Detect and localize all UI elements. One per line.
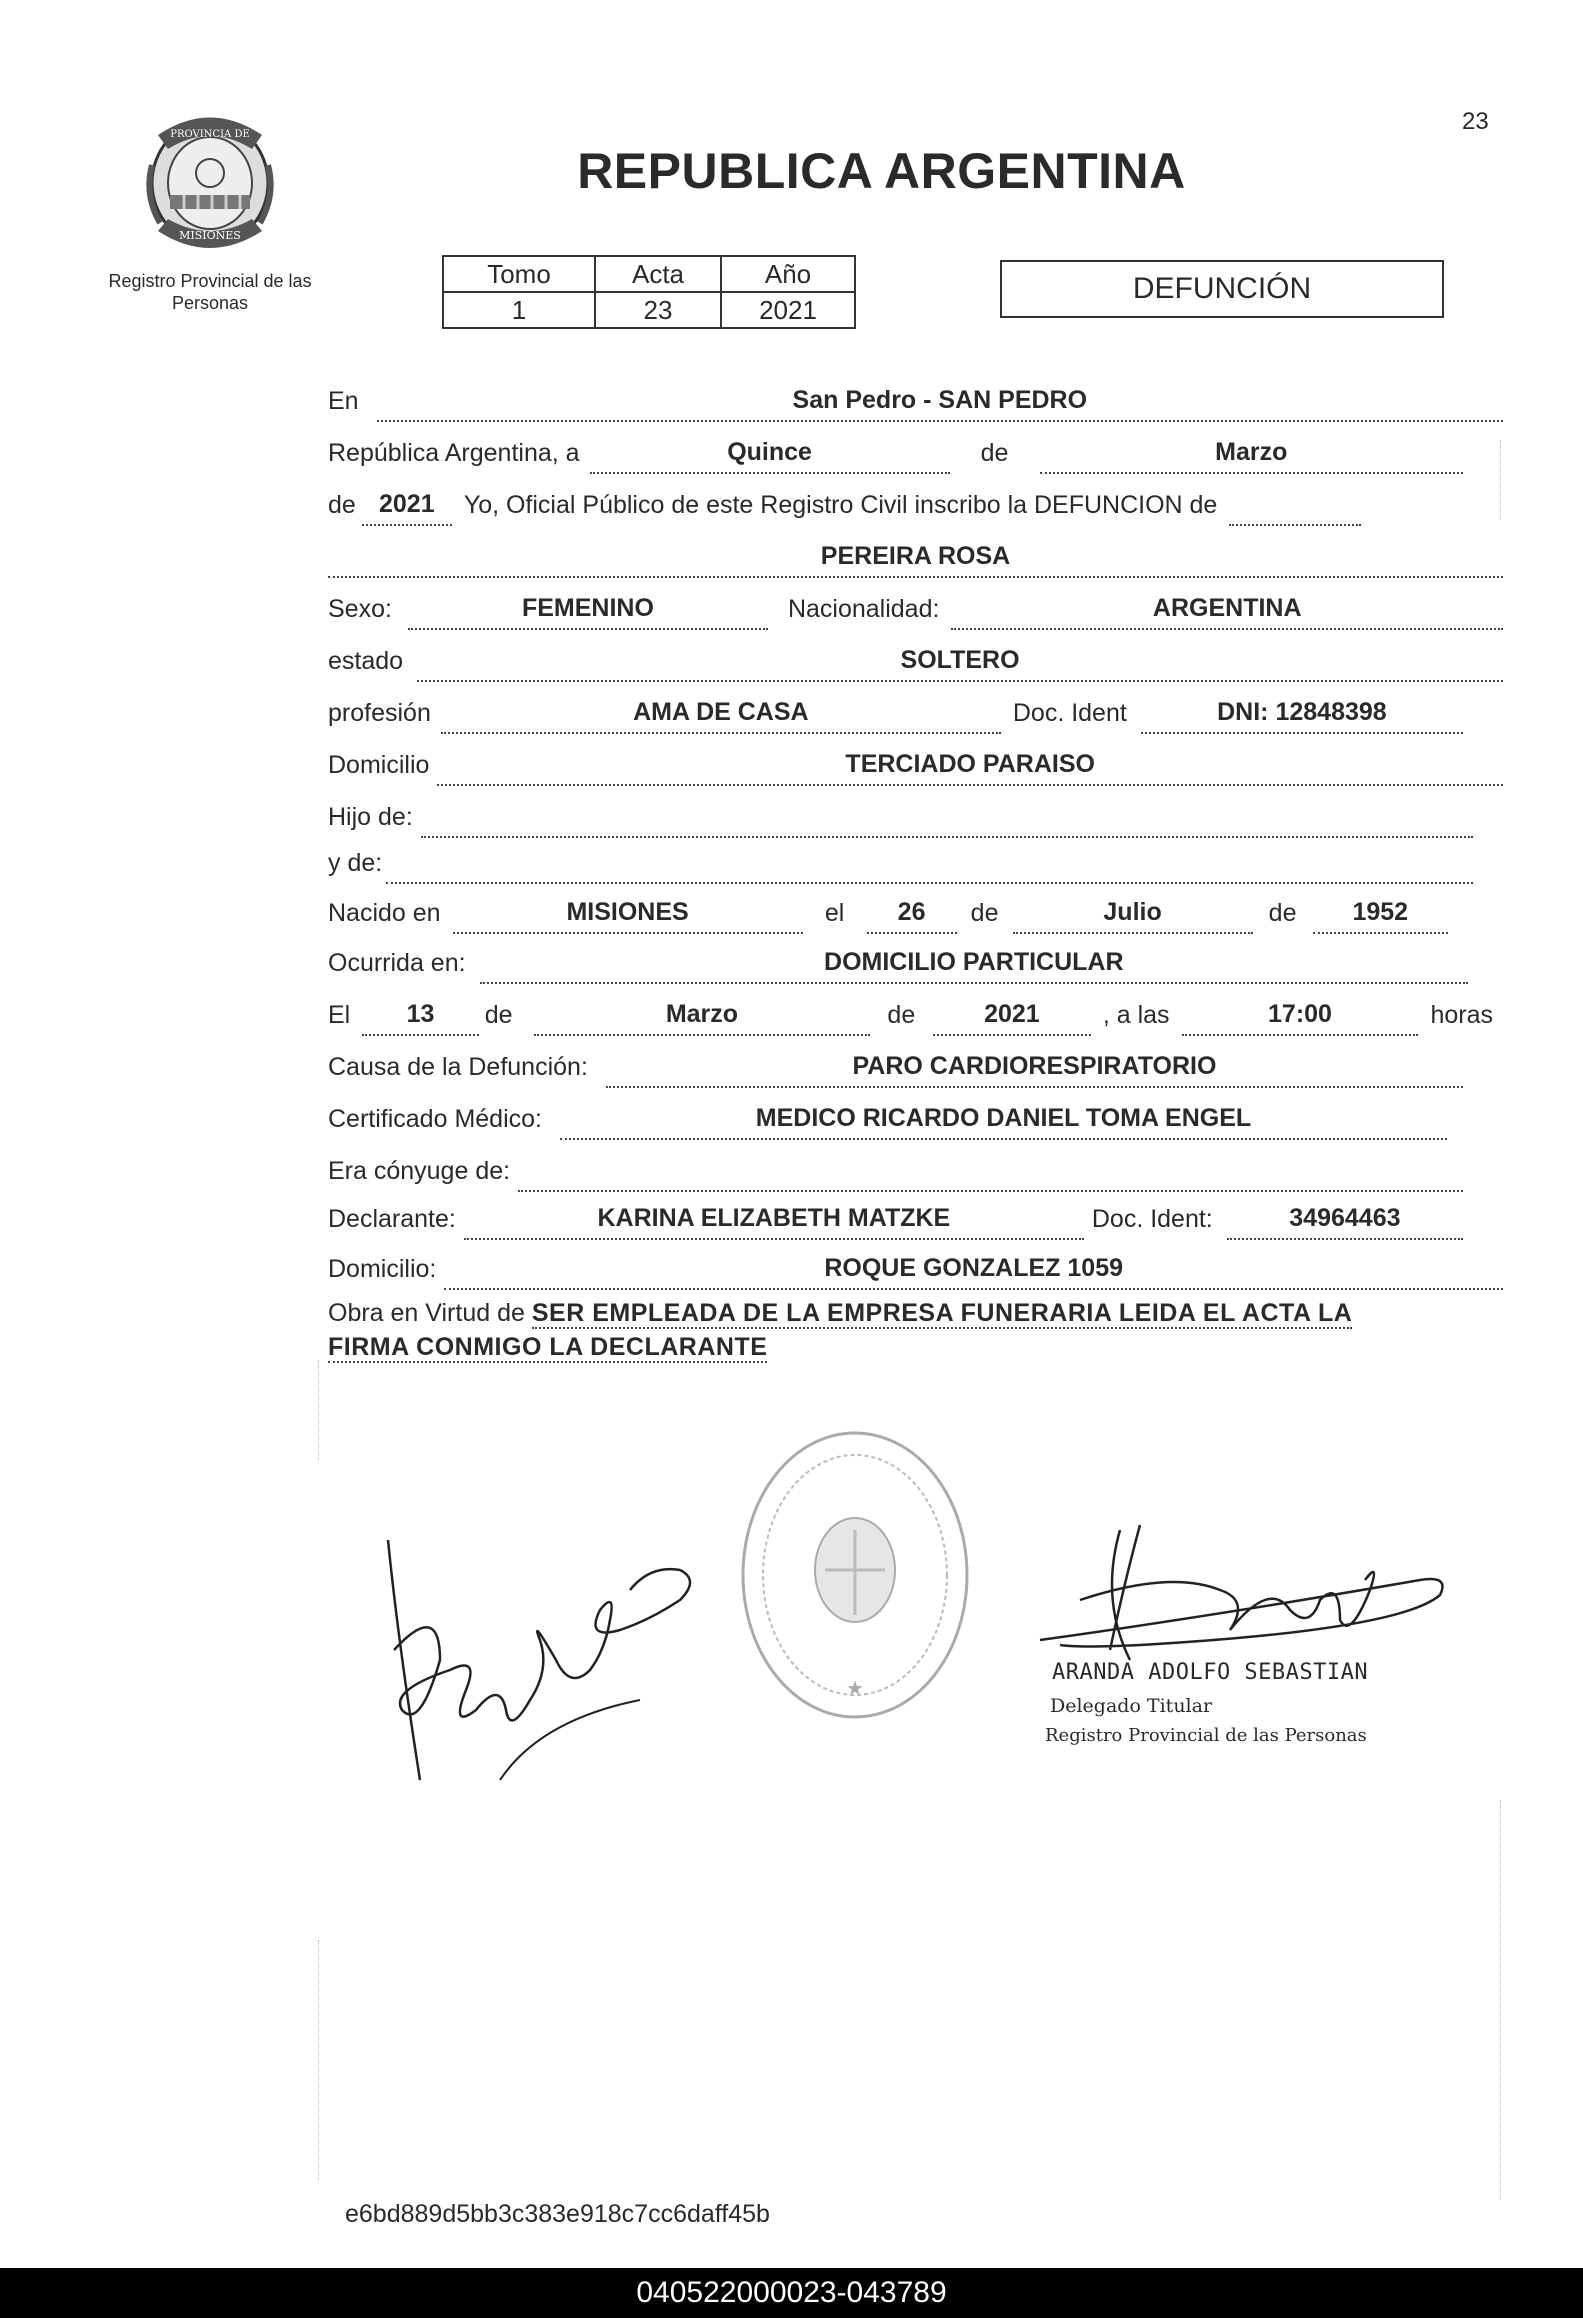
row-nacimiento xyxy=(328,890,1448,934)
field-def-dia: 13 xyxy=(362,1000,478,1036)
row-declarante xyxy=(328,1196,1463,1240)
label-a-las: , a las xyxy=(1102,1001,1170,1029)
anio-value: 2021 xyxy=(721,292,855,328)
field-profesion: AMA DE CASA xyxy=(441,698,1001,734)
officer-name: ARANDA ADOLFO SEBASTIAN xyxy=(1052,1660,1369,1685)
field-certificado: MEDICO RICARDO DANIEL TOMA ENGEL xyxy=(560,1104,1447,1140)
label-de: de xyxy=(484,1001,513,1029)
label-declarante: Declarante: xyxy=(328,1205,456,1233)
row-domicilio-declarante xyxy=(328,1246,1503,1290)
label-horas: horas xyxy=(1430,1001,1493,1029)
label-obra: Obra en Virtud de xyxy=(328,1299,525,1327)
row-causa xyxy=(328,1044,1463,1088)
label-doc-ident-declarante: Doc. Ident: xyxy=(1091,1205,1213,1233)
row-ocurrida xyxy=(328,940,1468,984)
label-en: En xyxy=(328,387,359,415)
field-conyuge xyxy=(518,1156,1463,1192)
svg-text:★: ★ xyxy=(846,1676,864,1700)
margin-line xyxy=(1500,440,1501,520)
label-nacido-en: Nacido en xyxy=(328,899,441,927)
margin-line xyxy=(318,1360,319,1460)
label-domicilio: Domicilio xyxy=(328,751,430,779)
field-nacido-mes: Julio xyxy=(1013,898,1253,934)
row-anio-yo xyxy=(328,482,1463,526)
declarant-signature xyxy=(380,1520,710,1800)
label-doc-ident: Doc. Ident xyxy=(1012,699,1127,727)
field-declarante-domicilio: ROQUE GONZALEZ 1059 xyxy=(444,1254,1503,1290)
field-declarante: KARINA ELIZABETH MATZKE xyxy=(464,1204,1084,1240)
field-nacido-anio: 1952 xyxy=(1313,898,1448,934)
row-profesion xyxy=(328,690,1463,734)
field-nacido-dia: 26 xyxy=(867,898,957,934)
document-hash: e6bd889d5bb3c383e918c7cc6daff45b xyxy=(345,2200,770,2228)
label-ocurrida-en: Ocurrida en: xyxy=(328,949,466,977)
field-estado: SOLTERO xyxy=(417,646,1503,682)
field-blank xyxy=(1229,490,1361,526)
document-id-bar: 040522000023-043789 xyxy=(0,2268,1583,2318)
field-def-mes: Marzo xyxy=(534,1000,870,1036)
label-el: el xyxy=(824,899,845,927)
field-nacido-en: MISIONES xyxy=(453,898,803,934)
label-estado: estado xyxy=(328,647,404,675)
officer-signature xyxy=(1020,1520,1460,1670)
field-anio: 2021 xyxy=(362,490,452,526)
officer-role: Delegado Titular xyxy=(1050,1695,1213,1717)
label-domicilio-declarante: Domicilio: xyxy=(328,1255,437,1283)
field-domicilio: TERCIADO PARAISO xyxy=(437,750,1503,786)
row-conyuge xyxy=(328,1148,1463,1192)
field-declarante-doc: 34964463 xyxy=(1227,1204,1463,1240)
row-fecha-inscripcion xyxy=(328,430,1463,474)
page-number: 23 xyxy=(1462,108,1489,135)
label-de: de xyxy=(970,899,999,927)
field-y-de xyxy=(386,848,1473,884)
registry-name: Registro Provincial de las Personas xyxy=(108,271,312,313)
official-seal xyxy=(730,1420,980,1730)
label-republica: República Argentina, a xyxy=(328,439,580,467)
label-certificado: Certificado Médico: xyxy=(328,1105,542,1133)
label-de: de xyxy=(980,439,1009,467)
row-hijo-de xyxy=(328,794,1473,838)
label-causa: Causa de la Defunción: xyxy=(328,1053,588,1081)
label-nacionalidad: Nacionalidad: xyxy=(787,595,940,623)
margin-line xyxy=(318,1940,319,2180)
tomo-value: 1 xyxy=(443,292,595,328)
label-hijo-de: Hijo de: xyxy=(328,803,413,831)
anio-label: Año xyxy=(721,256,855,292)
label-profesion: profesión xyxy=(328,699,431,727)
record-type-box: DEFUNCIÓN xyxy=(1000,260,1444,318)
row-obra-2 xyxy=(328,1330,1496,1364)
svg-text:PROVINCIA DE: PROVINCIA DE xyxy=(170,129,250,140)
row-certificado xyxy=(328,1096,1447,1140)
label-sexo: Sexo: xyxy=(328,595,392,623)
field-nombre: PEREIRA ROSA xyxy=(328,542,1503,578)
label-de: de xyxy=(328,491,356,519)
tomo-label: Tomo xyxy=(443,256,595,292)
record-number-table xyxy=(442,255,856,329)
field-doc: DNI: 12848398 xyxy=(1141,698,1463,734)
acta-value: 23 xyxy=(595,292,721,328)
page-title: REPUBLICA ARGENTINA xyxy=(577,143,1186,199)
acta-label: Acta xyxy=(595,256,721,292)
field-lugar: San Pedro - SAN PEDRO xyxy=(377,386,1503,422)
field-nacionalidad: ARGENTINA xyxy=(951,594,1503,630)
row-domicilio xyxy=(328,742,1503,786)
field-mes: Marzo xyxy=(1040,438,1463,474)
margin-line xyxy=(1500,1800,1501,2200)
label-y-de: y de: xyxy=(328,849,383,877)
svg-text:MISIONES: MISIONES xyxy=(179,229,241,242)
field-def-anio: 2021 xyxy=(933,1000,1091,1036)
label-de: de xyxy=(887,1001,916,1029)
field-hijo-de xyxy=(421,802,1473,838)
field-obra-2: FIRMA CONMIGO LA DECLARANTE xyxy=(328,1333,768,1361)
field-causa: PARO CARDIORESPIRATORIO xyxy=(606,1052,1463,1088)
field-ocurrida-en: DOMICILIO PARTICULAR xyxy=(480,948,1468,984)
row-sexo xyxy=(328,586,1503,630)
row-obra xyxy=(328,1296,1496,1330)
field-sexo: FEMENINO xyxy=(408,594,768,630)
field-hora: 17:00 xyxy=(1182,1000,1419,1036)
row-lugar xyxy=(328,378,1503,422)
row-nombre xyxy=(328,534,1503,578)
row-y-de xyxy=(328,840,1473,884)
officer-registry: Registro Provincial de las Personas xyxy=(1045,1725,1367,1746)
label-conyuge: Era cónyuge de: xyxy=(328,1157,511,1185)
field-obra-1: SER EMPLEADA DE LA EMPRESA FUNERARIA LEIDA EL ACTA LA xyxy=(531,1299,1353,1327)
label-de: de xyxy=(1268,899,1297,927)
row-fecha-defuncion xyxy=(328,992,1493,1036)
row-estado xyxy=(328,638,1503,682)
label-El: El xyxy=(328,1001,351,1029)
label-yo: Yo, Oficial Público de este Registro Civil inscribo la DEFUNCION de xyxy=(463,491,1218,519)
field-dia: Quince xyxy=(590,438,950,474)
